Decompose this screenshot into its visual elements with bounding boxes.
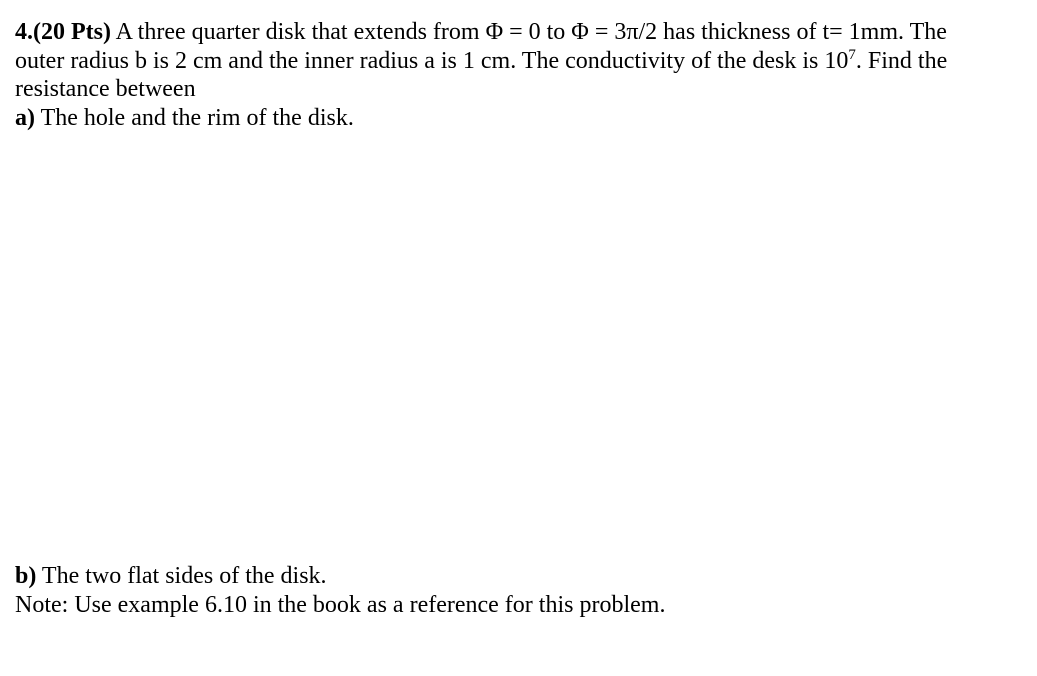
problem-continuation — [15, 562, 1025, 619]
problem-line-3: resistance between — [15, 76, 196, 102]
reference-note: Note: Use example 6.10 in the book as a reference for this problem. — [15, 591, 666, 618]
part-b-label: b) — [15, 563, 37, 589]
problem-line-1 — [15, 18, 1025, 47]
problem-line-2 — [15, 47, 1025, 76]
part-a-label: a) — [15, 104, 35, 131]
problem-text-2: outer radius b is 2 cm and the inner radius a is 1 cm. The conductivity of the desk is 10 — [15, 47, 849, 74]
part-b-text: The two flat sides of the disk. — [41, 563, 327, 589]
problem-points: (20 Pts) — [33, 19, 111, 45]
problem-text-2-end: . Find the — [855, 47, 948, 74]
problem-text-1: A three quarter disk that extends from Φ = 0 to Φ = 3π/2 has thickness of t= 1mm. The — [115, 19, 947, 45]
problem-statement — [15, 18, 1025, 132]
part-a — [15, 104, 1025, 133]
problem-number: 4. — [15, 19, 33, 45]
part-a-text: The hole and the rim of the disk. — [40, 104, 354, 131]
part-b — [15, 562, 1025, 591]
conductivity-exponent: 7 — [848, 46, 856, 63]
